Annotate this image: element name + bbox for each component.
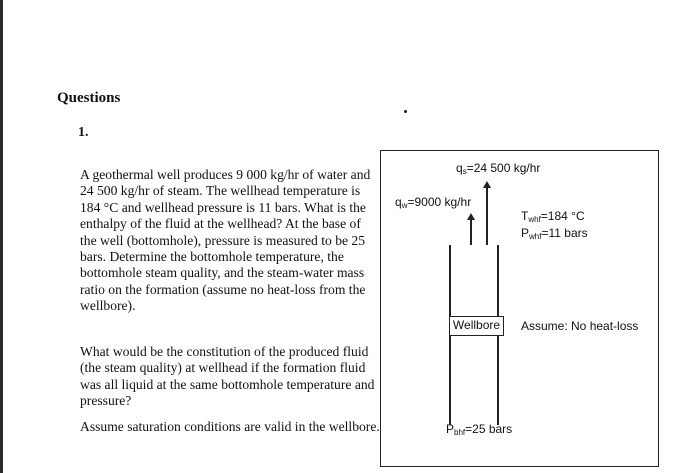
wellhead-temperature-label: $T_{whf}=184$ °C	[521, 209, 585, 224]
assumption-label: Assume: No heat-loss	[521, 319, 639, 333]
question-number: 1.	[78, 125, 89, 140]
steam-flow-label: $q_s=24$ 500 kg/hr	[456, 161, 541, 176]
wellbore-label: Wellbore	[449, 316, 504, 336]
wellbore-diagram	[380, 150, 659, 467]
section-heading: Questions	[57, 90, 121, 106]
left-edge-bar	[0, 0, 3, 473]
steam-arrow-shaft	[486, 187, 488, 245]
question-paragraph-2: What would be the constitution of the produced fluid (the steam quality) at wellhead if the formation fluid was all liquid at the same bottomhole temperature and pressure?	[80, 344, 375, 409]
question-paragraph-3: Assume saturation conditions are valid in the wellbore.	[80, 419, 380, 434]
question-paragraph-1: A geothermal well produces 9 000 kg/hr of water and 24 500 kg/hr of steam. The wellhead temperature is 184 °C and wellhead pressure is 11 bars. What is the enthalpy of the fluid at the wellhead? At the base of the well (bottomhole), pressure is measured to be 25 bars. Determine the bottomhole temperature, the bottomhole steam quality, and the steam-water mass ratio on the formation (assume no heat-loss from the wellbore).	[80, 167, 371, 314]
water-flow-label: $q_w=9000$ kg/hr	[395, 195, 472, 210]
stray-dot	[404, 110, 407, 113]
water-arrow-shaft	[470, 219, 472, 245]
wellhead-pressure-label: $P_{whf}=11$ bars	[521, 226, 588, 241]
bottomhole-pressure-label: $P_{bhf}=25$ bars	[446, 422, 513, 437]
